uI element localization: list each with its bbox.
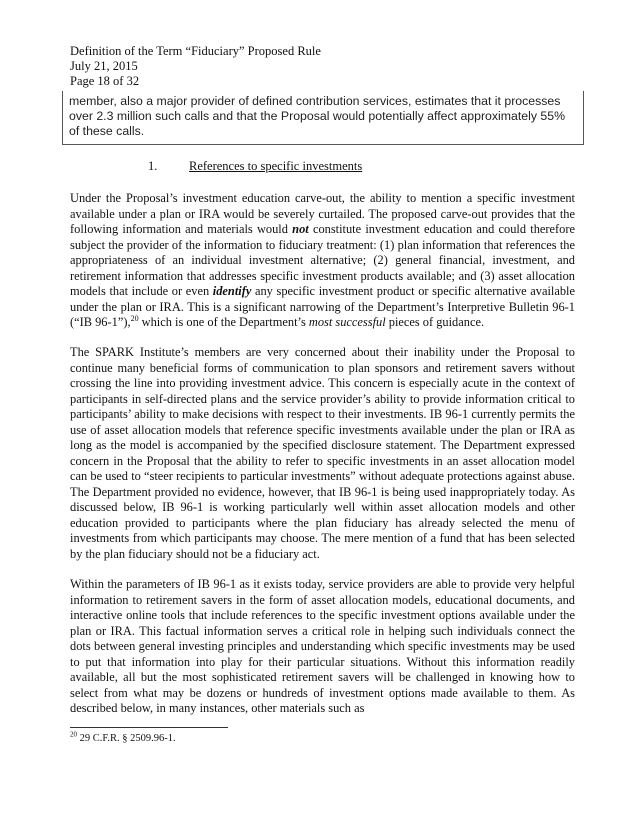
footnote <box>70 730 176 745</box>
p1-text-c: constitute investment education and could therefore subject the provider of the information to fiduciary treatment: (1) plan information that references the appropriateness of an individual investment alternative; (2) general financial, investment, and retirement information that addresses specific investment products available; and (3) asset allocation models that include or even <box>70 222 575 298</box>
paragraph-1 <box>70 191 575 331</box>
section-number: 1. <box>148 159 158 173</box>
footnote-reference: 20 <box>130 313 139 323</box>
section-heading <box>148 159 362 174</box>
p1-text-e: any specific investment product or specific alternative available under the plan or IRA. This is a significant narrowing of the Department’s Interpretive Bulletin 96-1 (“IB 96-1”), <box>70 284 575 329</box>
footnote-text: 29 C.F.R. § 2509.96-1. <box>77 733 176 744</box>
p1-emphasis-not: not <box>292 222 309 236</box>
section-title: References to specific investments <box>189 159 363 173</box>
header-title: Definition of the Term “Fiduciary” Proposed Rule <box>70 44 321 58</box>
p1-emphasis-most-successful: most successful <box>308 315 386 329</box>
p1-text-f: which is one of the Department’s <box>138 315 309 329</box>
paragraph-3: Within the parameters of IB 96-1 as it exists today, service providers are able to provide very helpful information to retirement savers in the form of asset allocation models, educational documents, and interactive online tools that include references to the specific investment options available under the plan or IRA. This factual information serves a critical role in helping such individuals connect the dots between general investing principles and understanding which specific investments may be used to put that information into play for their particular situations. Without this information readily available, all but the most sophisticated retirement savers will be challenged in knowing how to select from what may be dozens or hundreds of investment options made available to them. As described below, in many instances, other materials such as <box>70 577 575 715</box>
page-header <box>70 44 321 89</box>
boxed-quote: member, also a major provider of defined contribution services, estimates that it processes over 2.3 million such calls and that the Proposal would potentially affect approximately 55% of these calls. <box>62 91 584 145</box>
footnote-number: 20 <box>70 730 77 739</box>
footnote-divider <box>70 727 228 728</box>
header-page-number: Page 18 of 32 <box>70 74 140 88</box>
paragraph-2: The SPARK Institute’s members are very concerned about their inability under the Proposal to continue many beneficial forms of communication to plan sponsors and retirement savers without crossing the line into providing investment advice. This concern is especially acute in the context of participants in self-directed plans and the service provider’s ability to provide information critical to participants’ ability to make decisions with respect to their investments. IB 96-1 currently permits the use of asset allocation models that reference specific investments available under the plan or IRA as long as the model is accompanied by the specified disclosure statement. The Department expressed concern in the Proposal that the ability to refer to specific investments in an asset allocation model can be used to “steer recipients to particular investments” without adequate protections against abuse. The Department provided no evidence, however, that IB 96-1 is being used inappropriately today. As discussed below, IB 96-1 is working particularly well within asset allocation models and other education provided to participants where the plan fiduciary has already selected the menu of investments from which participants may choose. The mere mention of a fund that has been selected by the plan fiduciary should not be a fiduciary act. <box>70 345 575 561</box>
p1-text-h: pieces of guidance. <box>385 315 485 329</box>
header-date: July 21, 2015 <box>70 59 138 73</box>
p1-text-a: Under the Proposal’s investment education carve-out, the ability to mention a specific investment available under a plan or IRA would be severely curtailed. The proposed carve-out provides that the following information and materials would <box>70 191 575 236</box>
p1-emphasis-identify: identify <box>212 284 252 298</box>
